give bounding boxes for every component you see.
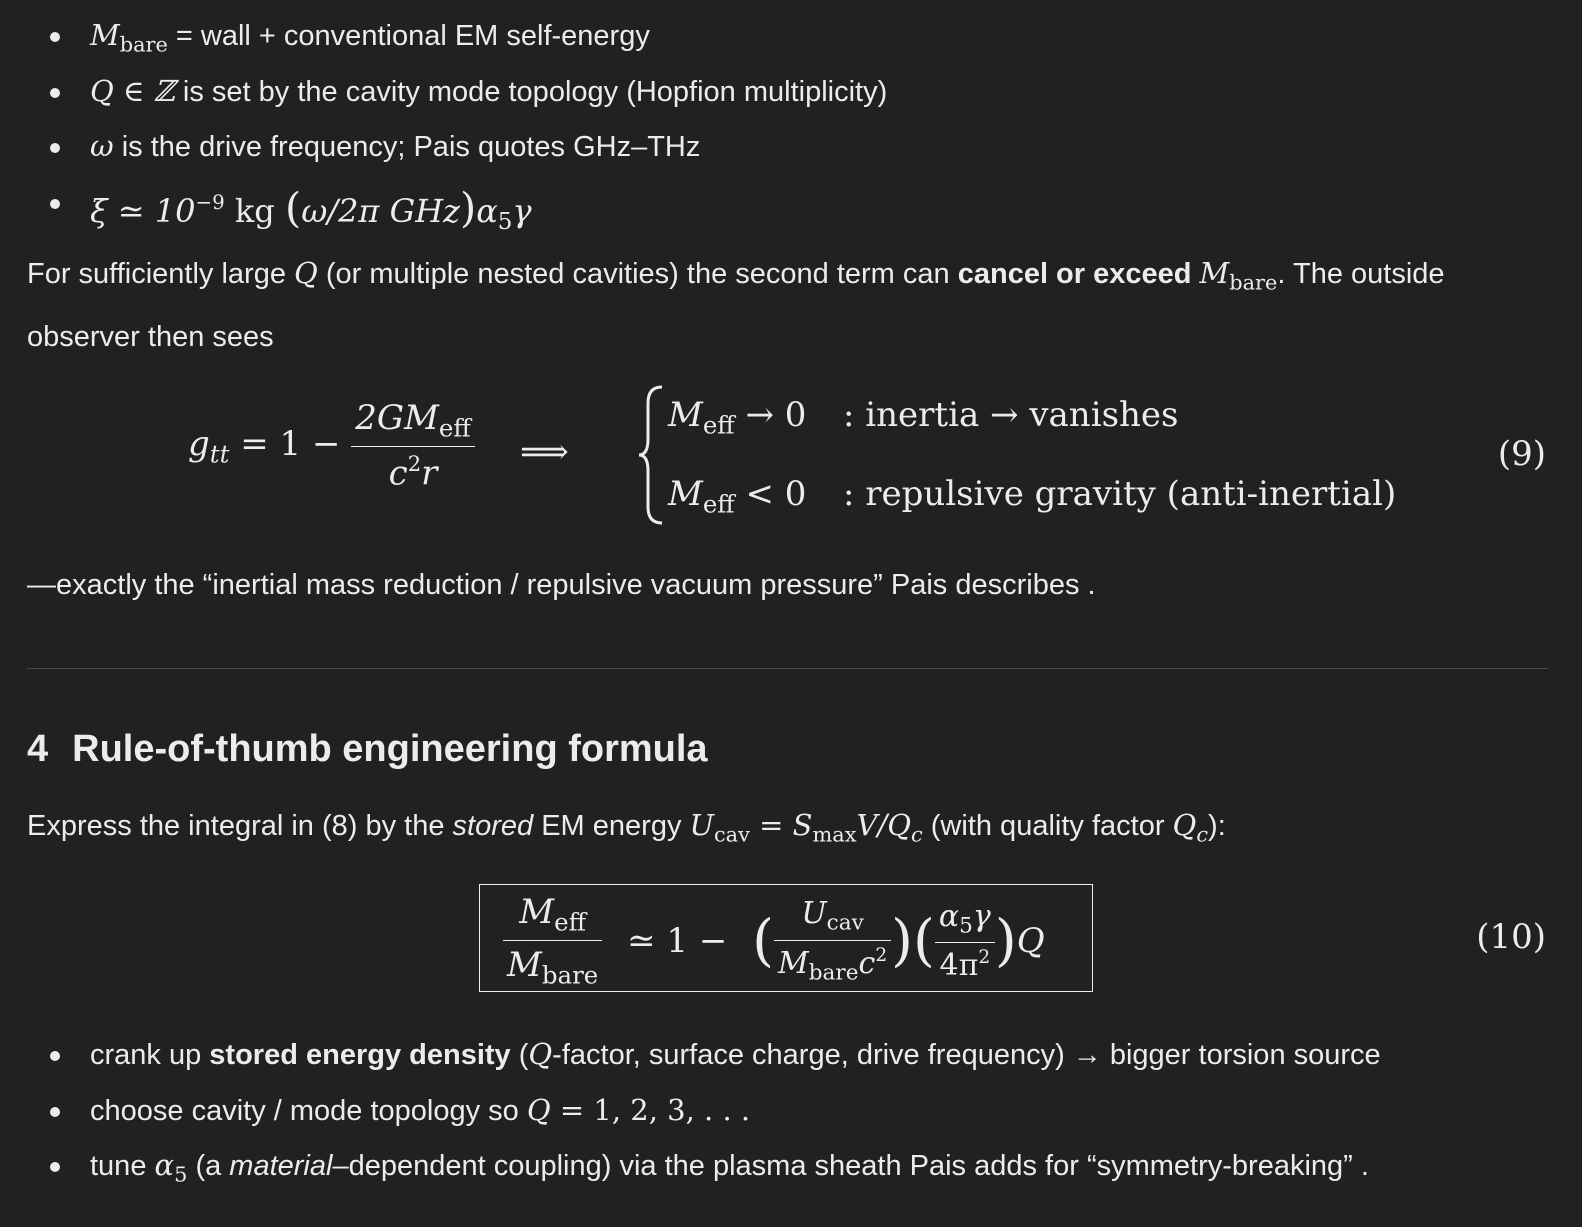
bullet-list-top (0, 8, 888, 235)
math-u: U (689, 808, 714, 842)
math-sup: 2 (875, 944, 888, 966)
math-unit: kg (224, 191, 285, 230)
fraction (503, 892, 602, 990)
math-sub: cav (826, 910, 864, 936)
text: —exactly the “inertial mass reduction / repulsive vacuum pressure” Pais describes . (27, 569, 1096, 601)
math-sub: max (812, 822, 857, 847)
list-item (0, 1027, 1381, 1083)
bold-text: cancel or exceed (957, 258, 1192, 290)
equation-number-10 (1476, 917, 1546, 957)
math-rel: ≃ 1 − (627, 920, 728, 961)
math-paren: ( (284, 182, 302, 232)
case-2 (668, 474, 806, 518)
math-m: M (668, 474, 703, 514)
math-m: M (1199, 256, 1230, 290)
list-item (0, 64, 887, 120)
emphasis-text: material (229, 1150, 333, 1182)
math-sub: bare (541, 960, 599, 990)
math-sub: 5 (497, 208, 513, 235)
math-sub: c (1196, 822, 1209, 847)
list-item (0, 8, 887, 64)
math-exponent: −9 (195, 190, 225, 214)
text: ): (1208, 810, 1226, 842)
math-sub: tt (209, 439, 230, 469)
case-text: : inertia → vanishes (843, 395, 1179, 435)
math-rel: → 0 (734, 395, 807, 435)
math-q: Q (1016, 920, 1045, 961)
item-text: is set by the cavity mode topology (Hopfion multiplicity) (174, 75, 888, 108)
math-g: g (188, 424, 210, 465)
text: (or multiple nested cavities) the second term can (317, 258, 958, 290)
math-gamma: γ (512, 191, 532, 230)
math-rest: V/Q (856, 808, 912, 842)
bold-text: stored energy density (209, 1039, 511, 1071)
math-q: Q (294, 256, 318, 290)
math-m: M (90, 18, 120, 52)
paragraph (27, 246, 1552, 365)
math-paren: ( (752, 908, 774, 974)
math-c: c (858, 945, 876, 981)
math-alpha: α (938, 898, 960, 934)
text: Express the integral in (8) by the (27, 810, 453, 842)
equals-text: = (167, 20, 201, 52)
case-1-text (843, 395, 1178, 435)
math-q: Q (1172, 808, 1197, 842)
text: tune (90, 1150, 155, 1182)
fraction (351, 398, 474, 494)
list-item (0, 175, 887, 235)
math-sub: eff (554, 907, 586, 937)
math-sub: bare (808, 960, 859, 986)
equation-10 (503, 892, 1045, 990)
equation-number-9 (1498, 434, 1546, 474)
fraction (935, 899, 995, 984)
item-text: wall + conventional EM self-energy (200, 20, 650, 52)
eqnum-text: (9) (1497, 434, 1546, 474)
text: . The outside observer then sees (27, 258, 1445, 354)
eqnum-text: (10) (1476, 917, 1546, 957)
list-item (0, 1138, 1381, 1194)
math-sub: bare (1229, 270, 1278, 295)
paragraph (27, 798, 1552, 862)
section-number: 4 (27, 728, 49, 770)
math-sub: bare (119, 32, 168, 57)
math-gamma: γ (972, 898, 991, 934)
text: –dependent coupling) via the plasma sheath Pais adds for “symmetry-breaking” . (332, 1150, 1369, 1182)
math-s: = S (749, 808, 813, 842)
case-text: : repulsive gravity (anti-inertial) (843, 474, 1397, 514)
math-sub: cav (713, 822, 750, 847)
math-values: = 1, 2, 3, . . . (550, 1092, 751, 1127)
text: crank up (90, 1039, 210, 1071)
paragraph (27, 558, 1552, 613)
math-sup: 2 (978, 947, 991, 969)
math-rel: < 0 (734, 474, 807, 514)
math-num: 2GM (355, 398, 439, 438)
math-rel: = 1 − (229, 424, 352, 465)
brace-icon (636, 385, 666, 525)
text: ( (510, 1039, 529, 1071)
text: -factor, surface charge, drive frequency) → bigger torsion source (552, 1039, 1381, 1071)
math-sub: eff (702, 489, 735, 519)
math-sub: c (911, 822, 923, 847)
math-den: c (388, 454, 408, 495)
math-u: U (801, 896, 827, 932)
list-item (0, 1083, 1381, 1139)
emphasis-text: stored (452, 810, 534, 842)
text: (a (187, 1150, 230, 1182)
text: choose cavity / mode topology so (90, 1094, 527, 1127)
math-alpha: α (476, 191, 498, 230)
math-r: r (421, 454, 438, 495)
equation-9 (188, 398, 475, 494)
math-m: M (507, 945, 542, 986)
math-sub: eff (702, 410, 735, 440)
math-m: M (519, 892, 555, 932)
math-sub: 5 (174, 1162, 188, 1187)
case-1 (668, 395, 806, 439)
math-m: M (668, 395, 703, 435)
math-q: Q (526, 1092, 551, 1127)
math-paren: ) (994, 908, 1017, 974)
section-heading (27, 728, 708, 771)
math-inner: ω/2π GHz (301, 191, 460, 230)
text: EM energy (533, 810, 690, 842)
math-m: M (777, 945, 809, 981)
item-text: is the drive frequency; Pais quotes GHz–THz (113, 131, 701, 163)
math-paren: ) (459, 182, 477, 232)
math-sup: 2 (407, 451, 422, 477)
fraction (774, 896, 891, 985)
section-title: Rule-of-thumb engineering formula (72, 728, 708, 770)
math-xi: ξ ≃ 10 (90, 191, 196, 230)
math-omega: ω (90, 129, 114, 163)
text: For sufficiently large (27, 258, 295, 290)
implies-arrow (520, 432, 569, 472)
case-2-text (843, 474, 1396, 514)
math-paren: ) (891, 908, 914, 974)
math-paren: ( (913, 908, 935, 974)
math-q: Q (528, 1037, 553, 1071)
divider (27, 668, 1548, 669)
math-alpha: α (154, 1148, 175, 1182)
bullet-list-bottom (0, 1027, 1381, 1194)
math-q-in-z: Q ∈ ℤ (90, 73, 175, 108)
math-den: 4π (939, 948, 979, 984)
implies-symbol: ⟹ (520, 432, 569, 472)
math-sub: eff (438, 413, 471, 443)
list-item (0, 119, 887, 175)
text: (with quality factor (922, 810, 1173, 842)
math-sub: 5 (959, 913, 973, 939)
